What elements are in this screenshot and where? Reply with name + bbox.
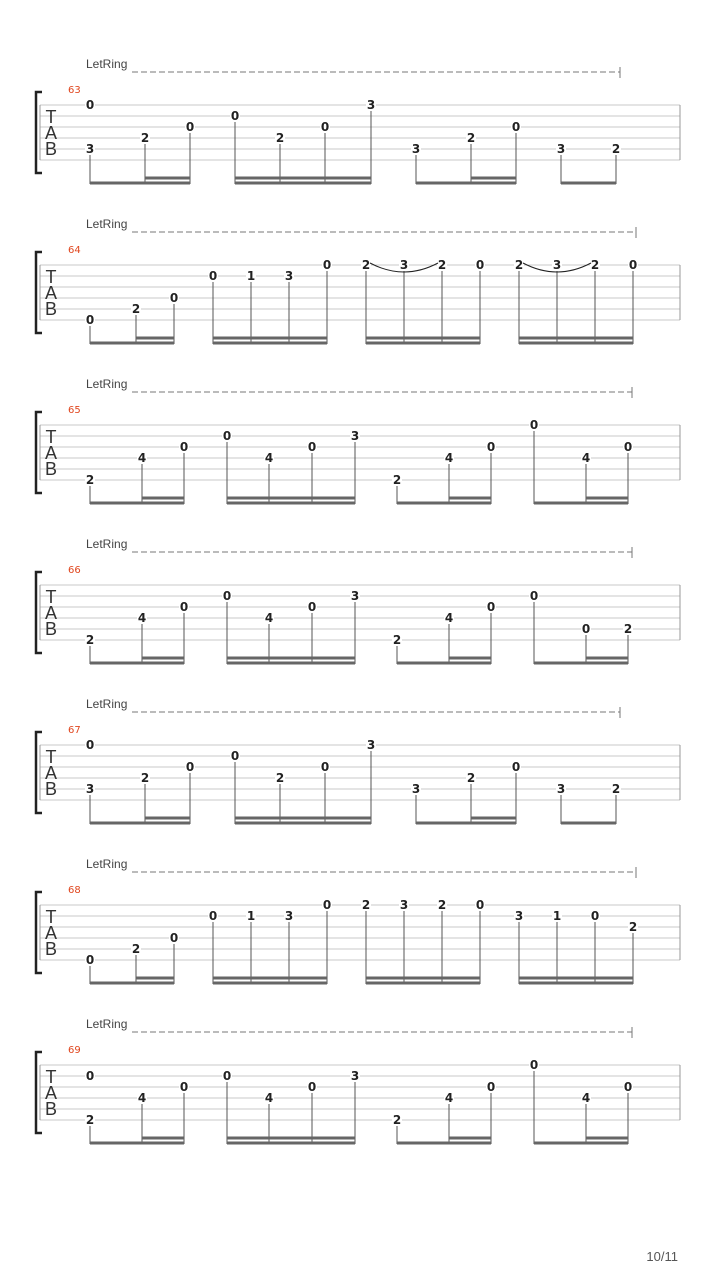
fret-number: 1 — [246, 269, 256, 283]
fret-number: 4 — [137, 451, 147, 465]
fret-number: 0 — [322, 898, 332, 912]
tab-clef-letter: T — [45, 747, 57, 767]
fret-number: 0 — [85, 313, 95, 327]
fret-number: 0 — [222, 589, 232, 603]
fret-number: 0 — [185, 760, 195, 774]
tab-clef-letter: B — [44, 619, 58, 639]
measure-number: 65 — [68, 405, 81, 416]
fret-number: 4 — [264, 451, 274, 465]
fret-number: 0 — [628, 258, 638, 272]
fret-number: 2 — [392, 633, 402, 647]
fret-number: 0 — [169, 291, 179, 305]
fret-number: 3 — [399, 258, 409, 272]
fret-number: 0 — [230, 749, 240, 763]
fret-number: 3 — [411, 142, 421, 156]
tab-clef-letter: A — [44, 603, 58, 623]
fret-number: 0 — [486, 600, 496, 614]
fret-number: 3 — [556, 142, 566, 156]
fret-number: 3 — [399, 898, 409, 912]
fret-number: 4 — [264, 1091, 274, 1105]
fret-number: 2 — [590, 258, 600, 272]
let-ring-label: LetRing — [86, 57, 128, 71]
fret-number: 2 — [85, 473, 95, 487]
fret-number: 2 — [140, 771, 150, 785]
fret-number: 0 — [529, 1058, 539, 1072]
fret-number: 0 — [486, 1080, 496, 1094]
fret-number: 2 — [437, 898, 447, 912]
let-ring-label: LetRing — [86, 1017, 128, 1031]
tab-clef-letter: A — [44, 283, 58, 303]
fret-number: 2 — [611, 142, 621, 156]
fret-number: 3 — [85, 782, 95, 796]
fret-number: 0 — [486, 440, 496, 454]
fret-number: 3 — [284, 909, 294, 923]
tab-clef-letter: T — [45, 1067, 57, 1087]
let-ring-label: LetRing — [86, 377, 128, 391]
tab-clef-letter: A — [44, 1083, 58, 1103]
fret-number: 0 — [85, 98, 95, 112]
system-bracket — [36, 252, 42, 333]
fret-number: 3 — [350, 589, 360, 603]
fret-number: 0 — [179, 440, 189, 454]
fret-number: 2 — [392, 473, 402, 487]
fret-number: 0 — [623, 440, 633, 454]
tab-clef-letter: B — [44, 939, 58, 959]
fret-number: 0 — [230, 109, 240, 123]
fret-number: 3 — [514, 909, 524, 923]
fret-number: 0 — [529, 418, 539, 432]
tab-clef-letter: T — [45, 107, 57, 127]
fret-number: 0 — [307, 1080, 317, 1094]
fret-number: 2 — [466, 131, 476, 145]
fret-number: 0 — [185, 120, 195, 134]
measure-number: 69 — [68, 1045, 81, 1056]
tab-clef-letter: T — [45, 427, 57, 447]
fret-number: 0 — [322, 258, 332, 272]
system-bracket — [36, 892, 42, 973]
fret-number: 2 — [623, 622, 633, 636]
fret-number: 1 — [246, 909, 256, 923]
fret-number: 0 — [475, 258, 485, 272]
fret-number: 2 — [140, 131, 150, 145]
system-bracket — [36, 92, 42, 173]
let-ring-label: LetRing — [86, 537, 128, 551]
measure-number: 66 — [68, 565, 81, 576]
fret-number: 2 — [275, 771, 285, 785]
fret-number: 4 — [444, 1091, 454, 1105]
fret-number: 4 — [137, 611, 147, 625]
fret-number: 3 — [552, 258, 562, 272]
fret-number: 0 — [320, 760, 330, 774]
tab-clef-letter: A — [44, 443, 58, 463]
measure-number: 63 — [68, 85, 81, 96]
fret-number: 0 — [208, 909, 218, 923]
fret-number: 0 — [179, 1080, 189, 1094]
tab-clef-letter: T — [45, 587, 57, 607]
fret-number: 0 — [208, 269, 218, 283]
tab-clef-letter: A — [44, 923, 58, 943]
fret-number: 3 — [556, 782, 566, 796]
fret-number: 3 — [350, 1069, 360, 1083]
fret-number: 0 — [511, 120, 521, 134]
fret-number: 2 — [275, 131, 285, 145]
fret-number: 0 — [169, 931, 179, 945]
fret-number: 4 — [137, 1091, 147, 1105]
tab-clef-letter: T — [45, 267, 57, 287]
fret-number: 0 — [307, 440, 317, 454]
fret-number: 2 — [361, 898, 371, 912]
fret-number: 0 — [581, 622, 591, 636]
fret-number: 0 — [179, 600, 189, 614]
fret-number: 2 — [361, 258, 371, 272]
fret-number: 4 — [581, 1091, 591, 1105]
tab-clef-letter: B — [44, 139, 58, 159]
fret-number: 0 — [85, 738, 95, 752]
fret-number: 1 — [552, 909, 562, 923]
tab-clef-letter: A — [44, 123, 58, 143]
system-bracket — [36, 572, 42, 653]
fret-number: 2 — [628, 920, 638, 934]
fret-number: 3 — [350, 429, 360, 443]
fret-number: 4 — [581, 451, 591, 465]
measure-number: 68 — [68, 885, 81, 896]
fret-number: 4 — [444, 451, 454, 465]
let-ring-label: LetRing — [86, 857, 128, 871]
fret-number: 2 — [85, 1113, 95, 1127]
tab-clef-letter: A — [44, 763, 58, 783]
fret-number: 2 — [131, 942, 141, 956]
fret-number: 2 — [611, 782, 621, 796]
tab-clef-letter: B — [44, 459, 58, 479]
fret-number: 0 — [307, 600, 317, 614]
fret-number: 0 — [623, 1080, 633, 1094]
fret-number: 0 — [529, 589, 539, 603]
fret-number: 3 — [411, 782, 421, 796]
fret-number: 3 — [366, 98, 376, 112]
fret-number: 4 — [444, 611, 454, 625]
measure-number: 64 — [68, 245, 81, 256]
fret-number: 2 — [514, 258, 524, 272]
fret-number: 3 — [366, 738, 376, 752]
fret-number: 0 — [320, 120, 330, 134]
fret-number: 0 — [85, 1069, 95, 1083]
system-bracket — [36, 1052, 42, 1133]
fret-number: 0 — [475, 898, 485, 912]
fret-number: 2 — [392, 1113, 402, 1127]
fret-number: 2 — [85, 633, 95, 647]
tab-clef-letter: T — [45, 907, 57, 927]
fret-number: 0 — [85, 953, 95, 967]
fret-number: 4 — [264, 611, 274, 625]
fret-number: 3 — [284, 269, 294, 283]
fret-number: 0 — [590, 909, 600, 923]
let-ring-label: LetRing — [86, 697, 128, 711]
tab-clef-letter: B — [44, 299, 58, 319]
fret-number: 2 — [131, 302, 141, 316]
let-ring-label: LetRing — [86, 217, 128, 231]
fret-number: 2 — [466, 771, 476, 785]
tab-clef-letter: B — [44, 779, 58, 799]
fret-number: 0 — [222, 1069, 232, 1083]
tab-clef-letter: B — [44, 1099, 58, 1119]
fret-number: 2 — [437, 258, 447, 272]
fret-number: 0 — [511, 760, 521, 774]
system-bracket — [36, 412, 42, 493]
system-bracket — [36, 732, 42, 813]
fret-number: 0 — [222, 429, 232, 443]
fret-number: 3 — [85, 142, 95, 156]
page-number: 10/11 — [646, 1249, 678, 1264]
measure-number: 67 — [68, 725, 81, 736]
